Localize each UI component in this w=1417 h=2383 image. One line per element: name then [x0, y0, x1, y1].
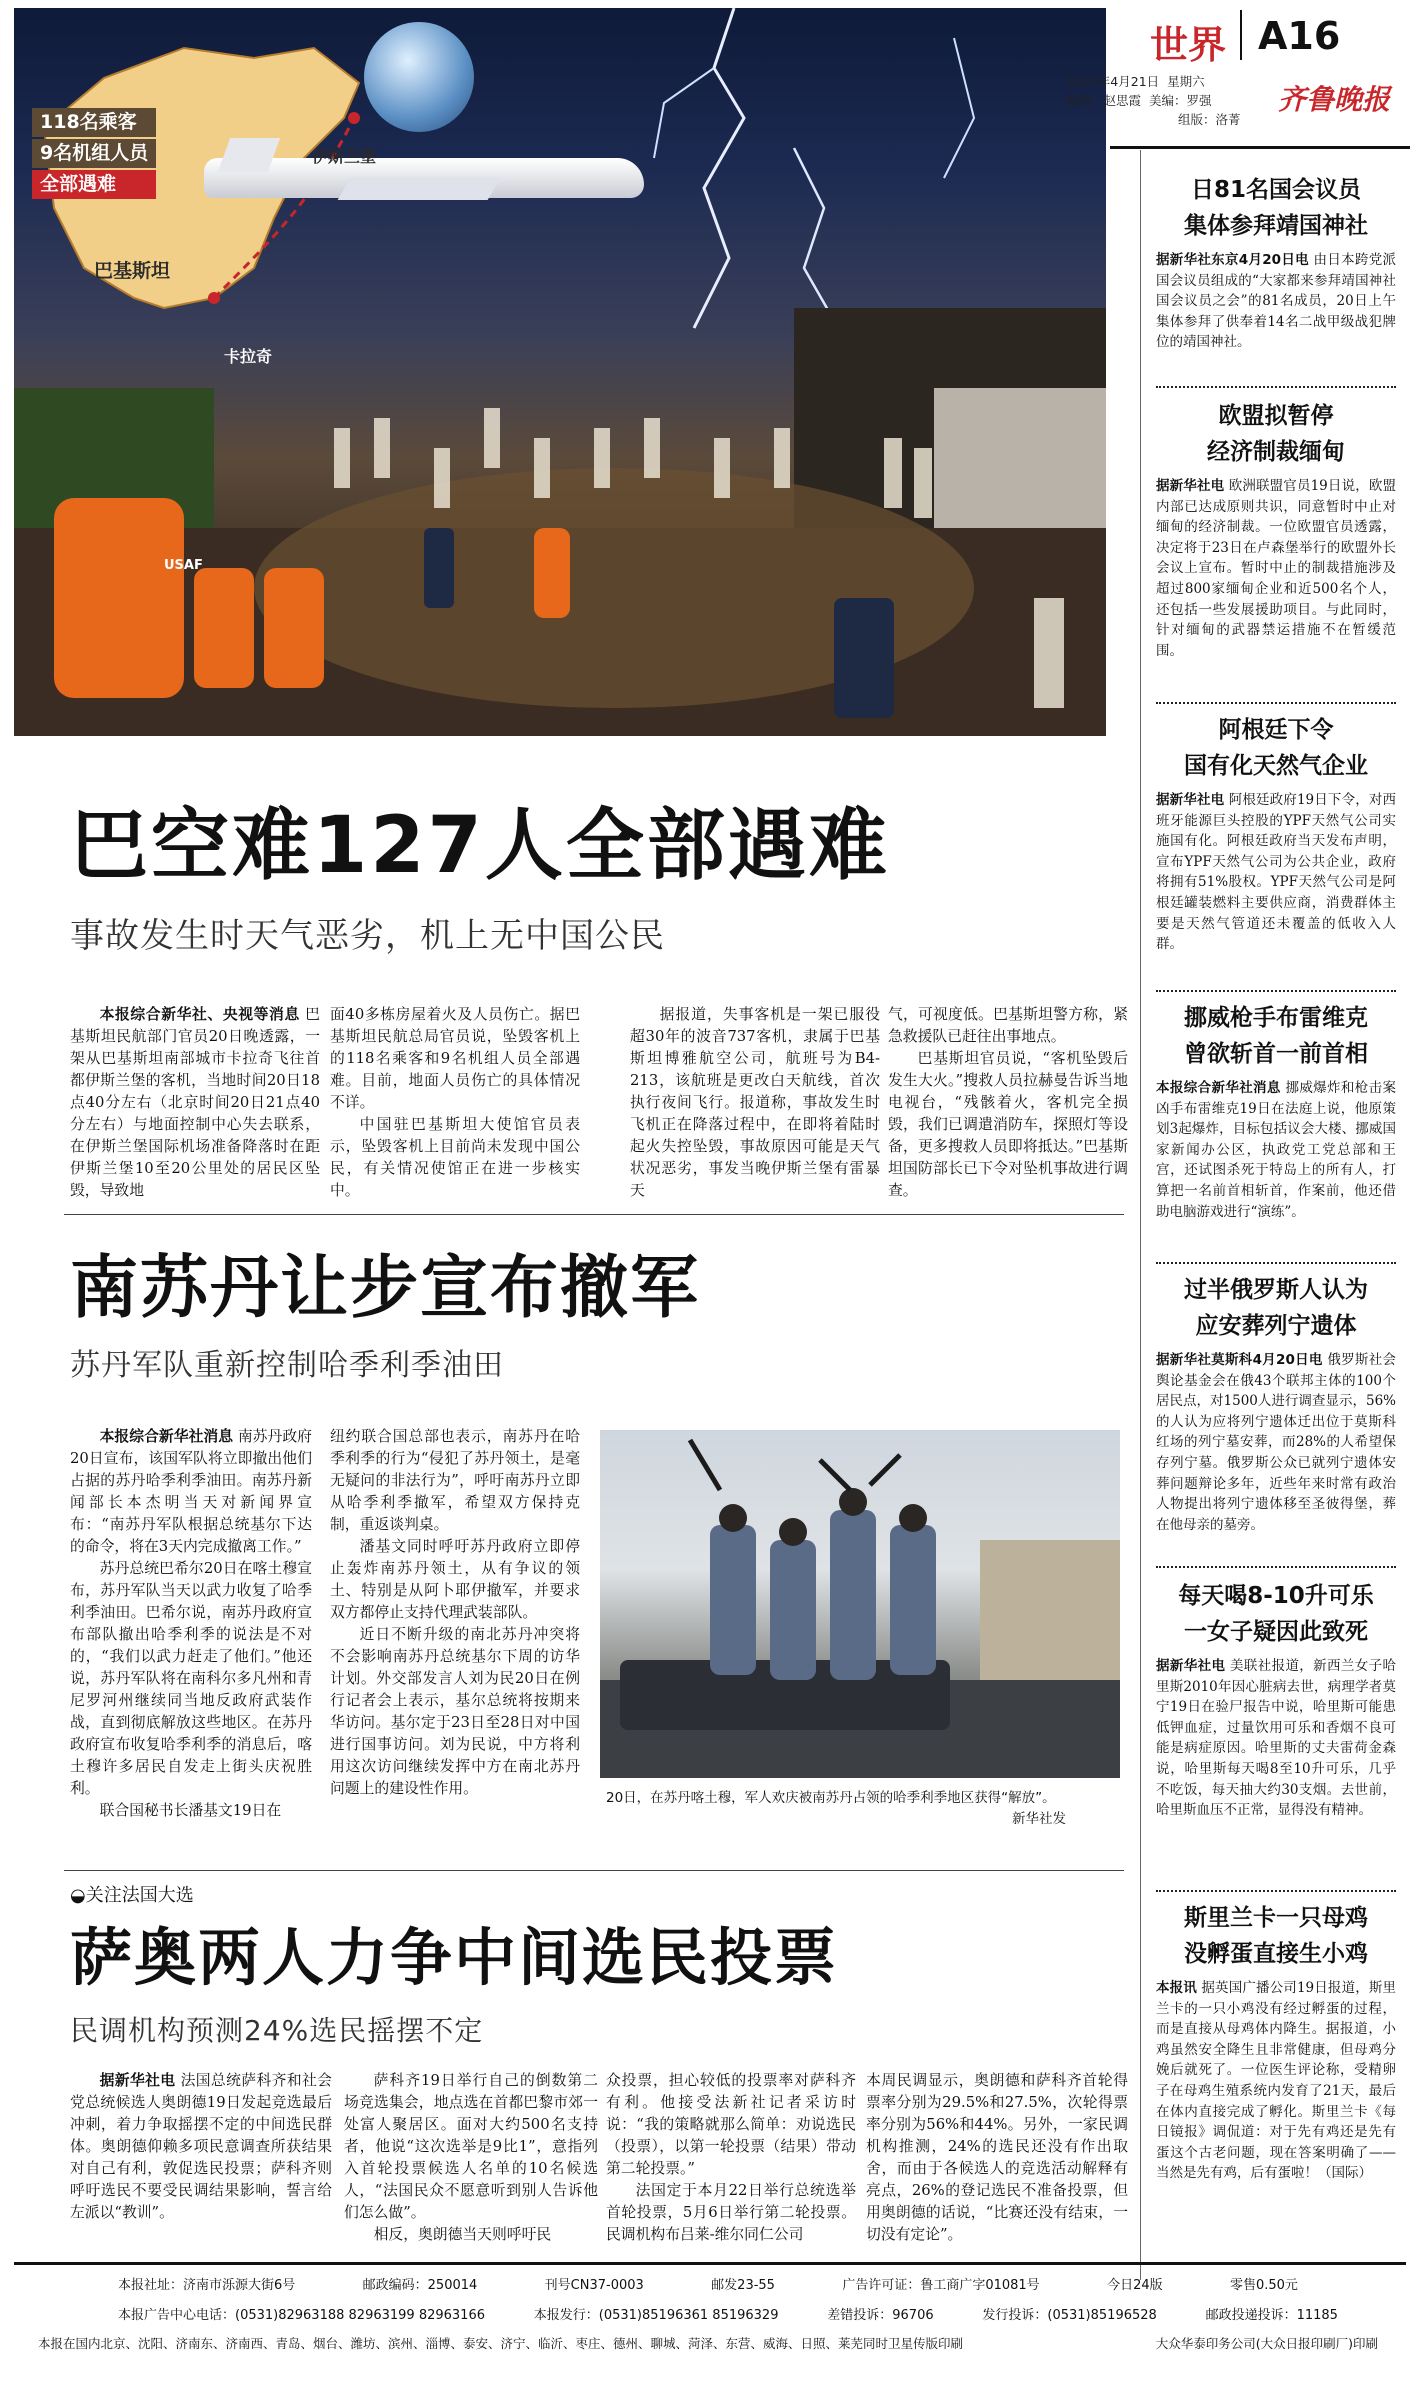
story3-headline: 萨奥两人力争中间选民投票: [70, 1921, 839, 1994]
designer-credit: 美编：罗强: [1148, 93, 1212, 108]
story1-headline: 巴空难127人全部遇难: [70, 801, 890, 891]
story1-col4: 气，可视度低。巴基斯坦警方称，紧急救援队已赶往出事地点。 巴基斯坦官员说，“客机坠毁后发生大火。”搜救人员拉赫曼告诉当地电视台，“残骸着火，客机完全损毁，我们已调遣消防车，探照灯等设备，更多搜救人员即将抵达。”巴基斯坦国防部长已下令对坠机事故进行调查。: [888, 1006, 1128, 1199]
rescuer-vest-label: USAF: [164, 558, 203, 573]
globe-icon: [364, 22, 474, 132]
issue-weekday: 星期六: [1167, 74, 1205, 89]
plane-graphic: [204, 138, 644, 208]
story3-col2: 萨科齐19日举行自己的倒数第二场竞选集会，地点选在首都巴黎市郊一处富人聚居区。面对大约500名支持者，他说“这次选举是9比1”，意指列入首轮投票候选人名单的10名候选人，“法国民众不愿意听到别人告诉他们怎么做”。 相反，奥朗德当天则呼吁民: [344, 2072, 598, 2243]
editor-credit: 编辑：赵思霞: [1066, 93, 1142, 108]
story3-col4: 本周民调显示，奥朗德和萨科齐首轮得票率分别为29.5%和27.5%，次轮得票率分别为56%和44%。另外，一家民调机构推测，24%的选民还没有作出取舍，而由于各候选人的竞选活动解释有亮点，26%的登记选民不准备投票，但用奥朗德的话说，“比赛还没有结束，一切没有定论”。: [866, 2072, 1128, 2243]
story2-col1: 本报综合新华社消息 南苏丹政府20日宣布，该国军队将立即撤出他们占据的苏丹哈季利季油田。南苏丹新闻部长本杰明当天对新闻界宣布：“南苏丹军队根据总统基尔下达的命令，将在3天内完成撤离工作。” 苏丹总统巴希尔20日在喀土穆宣布，苏丹军队当天以武力收复了哈季利季油田。巴希尔说，南苏丹政府宣布部队撤出哈季利季的说法是不对的，“我们以武力赶走了他们。”他还说，苏丹军队将在南科尔多凡州和青尼罗河州继续同当地反政府武装作战，直到彻底解放这些地区。在苏丹政府宣布收复哈季利季的消息后，喀土穆许多居民自发走上街头庆祝胜利。 联合国秘书长潘基文19日在: [70, 1428, 312, 1819]
footer-line-2: 本报广告中心电话：(0531)82963188 82963199 82963166 本报发行：(0531)85196361 85196329 差错投诉：96706 发行投诉：(0531)85196528 邮政投递投诉：11185: [118, 2308, 1338, 2323]
footer-line-1: 本报社址：济南市泺源大街6号 邮政编码：250014 刊号CN37-0003 邮发23-55 广告许可证：鲁工商广字01081号 今日24版 零售0.50元: [118, 2278, 1298, 2293]
brief-lenin: 过半俄罗斯人认为 应安葬列宁遗体 据新华社莫斯科4月20日电 俄罗斯社会舆论基金会在俄43个联邦主体的100个居民点，对1500人进行调查显示，56%的人认为应将列宁遗体迁出位于莫斯科红场的列宁墓安葬，而28%的人希望保存列宁墓。俄罗斯公众已就列宁遗体安葬问题辩论多年，近些年来时常有政治人物提出将列宁遗体移至圣彼得堡，葬在他母亲的墓旁。: [1156, 1277, 1396, 1533]
proof-credit: 组版：洛菁: [1178, 112, 1241, 127]
story2-subhead: 苏丹军队重新控制哈季利季油田: [70, 1348, 504, 1383]
story3-col1: 据新华社电 法国总统萨科齐和社会党总统候选人奥朗德19日发起竞选最后冲刺，着力争取摇摆不定的中间选民群体。奥朗德仰赖多项民意调查所获结果对自己有利，敦促选民投票；萨科齐则呼吁选民不要受民调结果影响，誓言给左派以“教训”。: [70, 2072, 332, 2221]
story3-subhead: 民调机构预测24%选民摇摆不定: [70, 2014, 484, 2047]
paper-name: 齐鲁晚报: [1278, 83, 1391, 116]
crash-site-photo: [14, 8, 1106, 736]
story3-kicker: ◒关注法国大选: [70, 1885, 194, 1906]
kicker-bullet-icon: ◒: [70, 1885, 86, 1906]
map-city-islamabad: 伊斯兰堡: [312, 147, 377, 166]
map-country-label: 巴基斯坦: [94, 260, 171, 282]
map-city-karachi: 卡拉奇: [224, 347, 273, 366]
story1-col1: 本报综合新华社、央视等消息 巴基斯坦民航部门官员20日晚透露，一架从巴基斯坦南部城市卡拉奇飞往首都伊斯兰堡的客机，当地时间20日18点40分左右（北京时间20日21点40分左右）与地面控制中心失去联系，在伊斯兰堡国际机场准备降落时在距伊斯兰堡10至20公里处的居民区坠毁，导致地: [70, 1006, 320, 1199]
victims-callout: 118名乘客 9名机组人员 全部遇难: [32, 108, 156, 199]
story1-subhead: 事故发生时天气恶劣，机上无中国公民: [70, 916, 665, 956]
brief-yasukuni: 日81名国会议员 集体参拜靖国神社 据新华社东京4月20日电 由日本跨党派国会议员组成的“大家都来参拜靖国神社国会议员之会”的81名成员，20日上午集体参拜了供奉着14名二战甲级战犯牌位的靖国神社。: [1156, 177, 1397, 351]
page-number: A16: [1258, 14, 1341, 58]
issue-date: 2012年4月21日: [1066, 74, 1160, 89]
footer-line-3: 本报在国内北京、沈阳、济南东、济南西、青岛、烟台、潍坊、滨州、淄博、泰安、济宁、临沂、枣庄、德州、聊城、菏泽、东营、威海、日照、莱芜同时卫星传版印刷 大众华泰印务公司(大众日报印刷厂)印刷: [38, 2336, 1378, 2351]
story2-caption: 20日，在苏丹喀土穆，军人欢庆被南苏丹占领的哈季利季地区获得“解放”。 新华社发: [606, 1788, 1106, 1838]
story3-col3: 众投票，担心较低的投票率对萨科齐有利。他接受法新社记者采访时说：“我的策略就那么简单：劝说选民（投票），以第一轮投票（结果）带动第二轮投票。” 法国定于本月22日举行总统选举首轮投票，5月6日举行第二轮投票。民调机构布吕莱-维尔同仁公司: [606, 2072, 856, 2243]
story2-headline: 南苏丹让步宣布撤军: [70, 1249, 701, 1328]
masthead: [1066, 0, 1417, 148]
soldiers-photo: [600, 1430, 1120, 1778]
story1-col2: 面40多栋房屋着火及人员伤亡。据巴基斯坦民航总局官员说，坠毁客机上的118名乘客和9名机组人员全部遇难。目前，地面人员伤亡的具体情况不详。 中国驻巴基斯坦大使馆官员表示，坠毁客机上目前尚未发现中国公民，有关情况使馆正在进一步核实中。: [330, 1006, 580, 1199]
brief-hen: 斯里兰卡一只母鸡 没孵蛋直接生小鸡 本报讯 据英国广播公司19日报道，斯里兰卡的一只小鸡没有经过孵蛋的过程，而是直接从母鸡体内降生。据报道，小鸡虽然安全降生且非常健康，但母鸡分娩后就死了。一位医生评论称，受精卵子在母鸡生殖系统内发育了21天，最后在体内直接完成了孵化。斯里兰卡《每日镜报》调侃道：对于先有鸡还是先有蛋这个古老问题，现在答案明确了——当然是先有鸡，后有蛋啦！（国际）: [1156, 1905, 1396, 2182]
brief-cola: 每天喝8-10升可乐 一女子疑因此致死 据新华社电 美联社报道，新西兰女子哈里斯2010年因心脏病去世，病理学者莫宁19日在验尸报告中说，哈里斯可能患低钾血症，过量饮用可乐和香烟不良可能是病症原因。哈里斯的丈夫雷荷金森说，哈里斯每天喝8至10升可乐，几乎不吃饭，每天抽大约30支烟。去世前，哈里斯血压不正常，显得没有精神。: [1156, 1583, 1396, 1819]
brief-argentina-ypf: 阿根廷下令 国有化天然气企业 据新华社电 阿根廷政府19日下令，对西班牙能源巨头控股的YPF天然气公司实施国有化。阿根廷政府当天发布声明，宣布YPF天然气公司为公共企业，政府将拥有51%股权。YPF天然气公司是阿根廷罐装燃料主要供应商，消费群体主要是天然气管道还未覆盖的低收入人群。: [1156, 717, 1396, 953]
story2-photo-credit: 新华社发: [1012, 1811, 1066, 1827]
brief-eu-myanmar: 欧盟拟暂停 经济制裁缅甸 据新华社电 欧洲联盟官员19日说，欧盟内部已达成原则共识，同意暂时中止对缅甸的经济制裁。一位欧盟官员透露，决定将于23日在卢森堡举行的欧盟外长会议上宣布。暂时中止的制裁措施涉及超过800家缅甸企业和近500名个人，还包括一些发展援助项目。与此同时，针对缅甸的武器禁运措施不在暂缓范围。: [1156, 403, 1396, 659]
brief-breivik: 挪威枪手布雷维克 曾欲斩首一前首相 本报综合新华社消息 挪威爆炸和枪击案凶手布雷维克19日在法庭上说，他原策划3起爆炸，目标包括议会大楼、挪威国家新闻办公区，执政党工党总部和王宫，还试图杀死于特岛上的所有人，打算把一名前首相斩首，作案前，他还借助电脑游戏进行“演练”。: [1156, 1005, 1396, 1220]
story2-col2: 纽约联合国总部也表示，南苏丹在哈季利季的行为“侵犯了苏丹领土，是毫无疑问的非法行为”，呼吁南苏丹立即从哈季利季撤军，希望双方保持克制，重返谈判桌。 潘基文同时呼吁苏丹政府立即停止轰炸南苏丹领土，从有争议的领土、特别是从阿卜耶伊撤军，并要求双方都停止支持代理武装部队。 近日不断升级的南北苏丹冲突将不会影响南苏丹总统基尔下周的访华计划。外交部发言人刘为民20日在例行记者会上表示，基尔总统将按期来华访问。基尔定于23日至28日对中国进行国事访问。刘为民说，中方将利用这次访问继续发挥中方在南北苏丹问题上的建设性作用。: [330, 1428, 580, 1797]
story1-col3: 据报道，失事客机是一架已服役超30年的波音737客机，隶属于巴基斯坦博雅航空公司，航班号为B4-213，该航班是更改白天航线，首次执行夜间飞行。报道称，事故发生时飞机正在降落过程中，在即将着陆时起火失控坠毁，事故原因可能是天气状况恶劣，事发当晚伊斯兰堡有雷暴天: [630, 1006, 880, 1199]
section-title: 世界: [1150, 23, 1227, 67]
